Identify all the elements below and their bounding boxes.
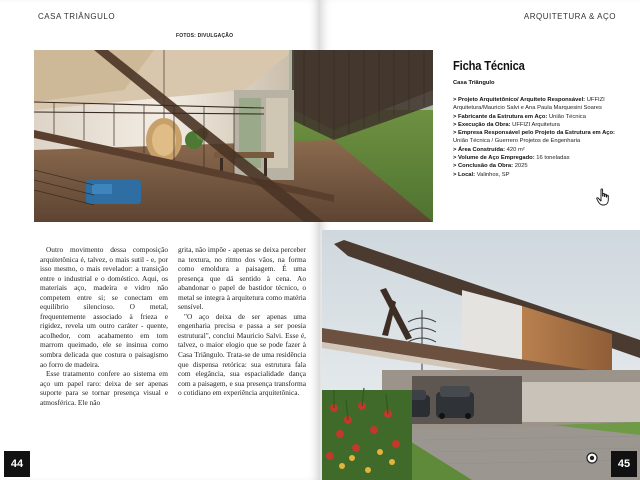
right-running-header: ARQUITETURA & AÇO (523, 12, 616, 21)
ficha-item (453, 121, 631, 129)
ficha-list (453, 96, 631, 179)
ficha-item-key: > Projeto Arquitetônico/ Arquiteto Responsável: (453, 97, 586, 103)
left-running-header: CASA TRIÂNGULO (38, 12, 116, 21)
ficha-item-value: UFFIZI Arquitetura/Mauricio Salvi e Ana Paula Marquesini Soares (453, 97, 605, 112)
ficha-subtitle: Casa Triângulo (453, 80, 495, 86)
page-number-right: 45 (611, 451, 637, 477)
ficha-item-value: União Técnica / Guerrero Projetos de Engenharia (453, 138, 581, 145)
ficha-item (453, 146, 631, 154)
ficha-item-value: União Técnica (548, 113, 586, 120)
ficha-item-key: > Execução da Obra: (453, 121, 511, 128)
ficha-item (453, 113, 631, 121)
ficha-item-value: 420 m² (506, 146, 525, 153)
paragraph: Outro movimento dessa composição arquitetônica é, talvez, o mais sutil - e, por isso mesmo, o mais revelador: a transição entre o industrial e o doméstico. Aqui, os materiais aço, madeira e vidro não competem entre si; se conectam em equilíbrio silencioso. O metal, frequentemente associado à frieza e rigidez, revela um outro caráter - quente, acolhedor, com acabamento em tom marrom queimado, ele se insinua como sombra delicada que costura o paisagismo ao forro de madeira. (40, 245, 168, 369)
paragraph: Esse tratamento confere ao sistema em aço um papel raro: deixa de ser apenas suporte para se tornar presença visual e atmosférica. Ele não (40, 369, 168, 407)
interior-photo (34, 50, 433, 222)
ficha-item-value: 16 toneladas (536, 155, 570, 162)
ficha-item-value: UFFIZI Arquitetura (512, 121, 560, 128)
ficha-item-key: > Local: (453, 171, 476, 178)
ficha-item-value: 2025 (514, 163, 528, 170)
ficha-item-key: > Conclusão da Obra: (453, 163, 514, 170)
ficha-item (453, 162, 631, 170)
paragraph: "O aço deixa de ser apenas uma engenharia precisa e passa a ser poesia estrutural", conclui Mauricio Salvi. Esse é, talvez, o maior elogio que se pode fazer à Casa Triângulo. Trata-se de uma residência que dispensa retórica: sua estrutura fala com elegância, sua espacialidade dança com a paisagem, e sua presença transforma o cotidiano em experiência arquitetônica. (178, 311, 306, 398)
target-icon[interactable] (586, 451, 598, 463)
ficha-item-key: > Área Construída: (453, 146, 506, 153)
ficha-title: Ficha Técnica (453, 58, 525, 73)
hand-cursor-icon[interactable] (596, 188, 612, 206)
photo-credit: FOTOS: DIVULGAÇÃO (176, 33, 234, 39)
body-column-2 (178, 245, 306, 398)
ficha-item-key: > Empresa Responsável pelo Projeto da Estrutura em Aço: (453, 130, 615, 137)
ficha-item-key: > Fabricante da Estrutura em Aço: (453, 113, 548, 120)
ficha-item (453, 129, 631, 146)
ficha-item-value: Valinhos, SP (476, 171, 510, 178)
ficha-item-key: > Volume de Aço Empregado: (453, 155, 535, 162)
ficha-item (453, 96, 631, 113)
exterior-photo (322, 230, 640, 480)
page-number-left: 44 (4, 451, 30, 477)
body-column-1 (40, 245, 168, 407)
ficha-item (453, 154, 631, 162)
ficha-item (453, 171, 631, 179)
paragraph: grita, não impõe - apenas se deixa perceber na textura, no ritmo dos vãos, na forma como emoldura a paisagem. É uma presença que dá sentido à cena. Ao abandonar o papel de bastidor técnico, o metal se integra à arquitetura como matéria sensível. (178, 245, 306, 312)
